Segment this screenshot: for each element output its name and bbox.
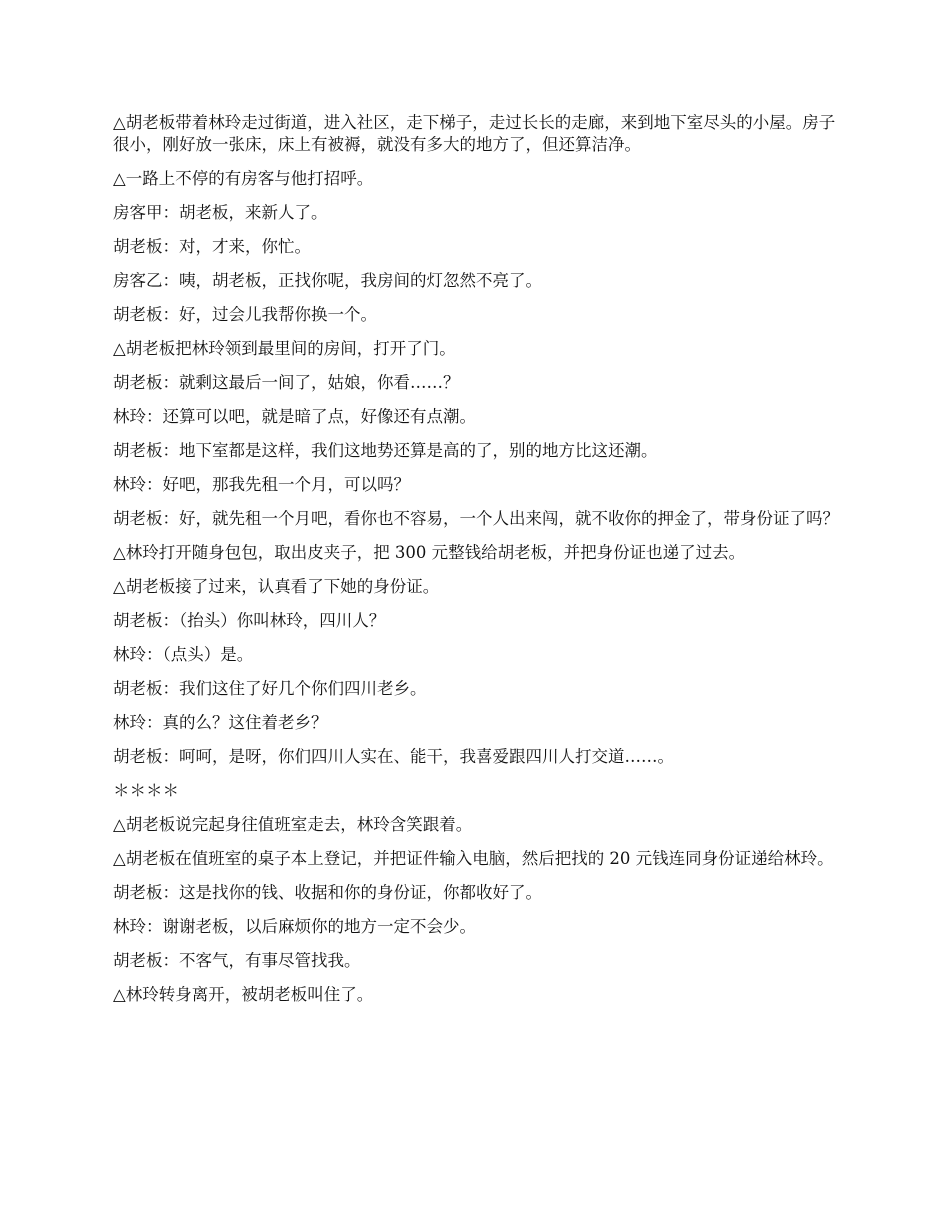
paragraph: △胡老板带着林玲走过街道，进入社区，走下梯子，走过长长的走廊，来到地下室尽头的小屋。房子很小，刚好放一张床，床上有被褥，就没有多大的地方了，但还算洁净。 [113, 113, 836, 154]
paragraph: 林玲：（点头）是。 [113, 645, 254, 664]
paragraph: △林玲转身离开，被胡老板叫住了。 [113, 985, 374, 1004]
paragraph: △林玲打开随身包包，取出皮夹子，把 300 元整钱给胡老板，并把身份证也递了过去。 [113, 543, 746, 562]
paragraph: 林玲：真的么？这住着老乡？ [113, 713, 328, 732]
paragraph: 林玲：谢谢老板，以后麻烦你的地方一定不会少。 [113, 917, 476, 936]
paragraph: △胡老板说完起身往值班室走去，林玲含笑跟着。 [113, 815, 473, 834]
paragraph: △胡老板在值班室的桌子本上登记，并把证件输入电脑，然后把找的 20 元钱连同身份证递给林玲。 [113, 849, 834, 868]
paragraph: 胡老板：不客气，有事尽管找我。 [113, 951, 361, 970]
paragraph: △胡老板接了过来，认真看了下她的身份证。 [113, 577, 440, 596]
paragraph: 林玲：还算可以吧，就是暗了点，好像还有点潮。 [113, 407, 476, 426]
paragraph: 胡老板：（抬头）你叫林玲，四川人？ [113, 611, 386, 630]
scene-break: ＊＊＊＊ [113, 781, 179, 800]
paragraph: 胡老板：这是找你的钱、收据和你的身份证，你都收好了。 [113, 883, 542, 902]
paragraph: △一路上不停的有房客与他打招呼。 [113, 169, 374, 188]
paragraph: 胡老板：地下室都是这样，我们这地势还算是高的了，别的地方比这还潮。 [113, 441, 658, 460]
paragraph: 胡老板：好，过会儿我帮你换一个。 [113, 305, 377, 324]
paragraph: 胡老板：就剩这最后一间了，姑娘，你看……？ [113, 373, 460, 392]
paragraph: 林玲：好吧，那我先租一个月，可以吗？ [113, 475, 410, 494]
paragraph: 胡老板：对，才来，你忙。 [113, 237, 311, 256]
paragraph: 胡老板：我们这住了好几个你们四川老乡。 [113, 679, 427, 698]
paragraph: 胡老板：好，就先租一个月吧，看你也不容易，一个人出来闯，就不收你的押金了，带身份证了吗？ [113, 509, 839, 528]
paragraph: 房客甲：胡老板，来新人了。 [113, 203, 328, 222]
paragraph: 胡老板：呵呵，是呀，你们四川人实在、能干，我喜爱跟四川人打交道……。 [113, 747, 674, 766]
paragraph: △胡老板把林玲领到最里间的房间，打开了门。 [113, 339, 456, 358]
document-page [113, 112, 843, 1018]
paragraph: 房客乙：咦，胡老板，正找你呢，我房间的灯忽然不亮了。 [113, 271, 542, 290]
